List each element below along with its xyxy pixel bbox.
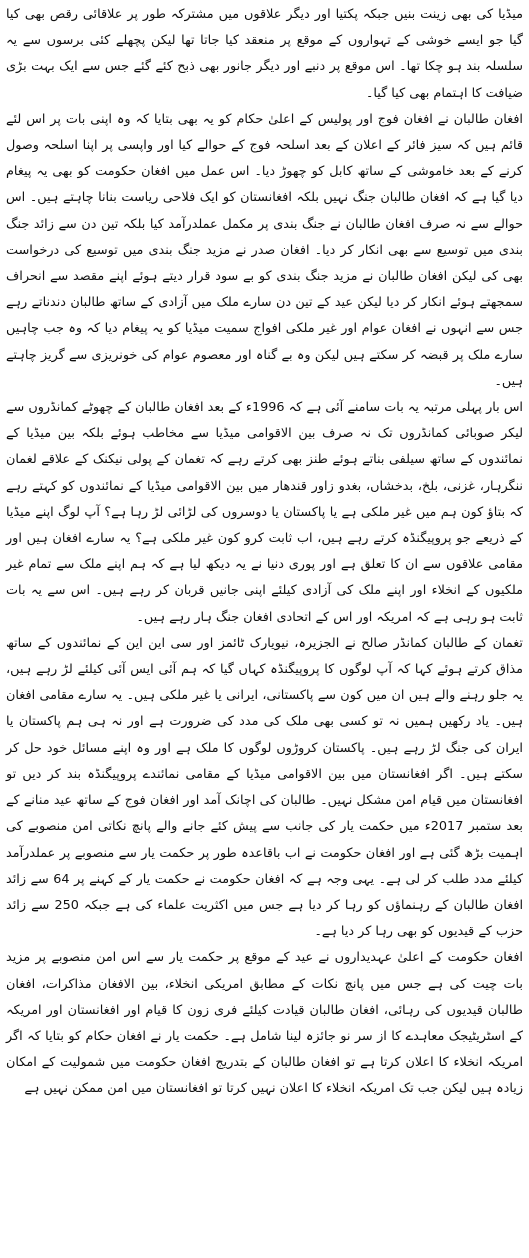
paragraph: اس بار پہلی مرتبہ یہ بات سامنے آئی ہے کہ 1996ء کے بعد افغان طالبان کے چھوٹے کمانڈروں سے لیکر صوبائی کمانڈروں تک نہ صرف بین الاقوامی میڈیا سے مخاطب ہوئے بلکہ بین میڈیا کے نمائندوں کے ساتھ سیلفی بناتے ہوئے طنز بھی کرتے رہے کہ تغمان کے پولی نیکنک کے علاقے لغمان ننگرہار، غزنی، بلخ، بدخشاں، بغدو زاور قندھار میں بین الاقوامی میڈیا کے نمائندوں کو کہتے رہے کہ بتاؤ کون ہم میں غیر ملکی ہے یا پاکستان یا دوسروں کی لڑائی لڑ رہا ہے؟ آپ لوگ اپنے میڈیا کے ذریعے جو پروپیگنڈہ کرتے رہے ہیں، اب ثابت کرو کون غیر ملکی ہے؟ یہ سارے افغان ہیں اور مقامی علاقوں سے ان کا تعلق ہے اور پوری دنیا نے یہ دیکھ لیا ہے کہ ہم اپنے ملک سے تمام غیر ملکیوں کے انخلاء اور اپنے ملک کی آزادی کیلئے اپنی جانیں قربان کر رہے ہیں۔ اس سے یہ بات ثابت ہو رہی ہے کہ امریکہ اور اس کے اتحادی افغان جنگ ہار رہے ہیں۔: [6, 400, 524, 625]
paragraph: میڈیا کی بھی زینت بنیں جبکہ پکتیا اور دیگر علاقوں میں مشترکہ طور پر علاقائی رقص بھی کیا گیا جو ایسے خوشی کے تہواروں کے موقع پر منعقد کیا جاتا تھا لیکن پچھلے کئی برسوں سے یہ سلسلہ بند ہو چکا تھا۔ اس موقع پر دنبے اور دیگر جانور بھی ذبح کئے گئے جس سے ایک بہت بڑی ضیافت کا اہتمام بھی کیا گیا۔: [6, 7, 523, 101]
paragraph: تغمان کے طالبان کمانڈر صالح نے الجزیرہ، نیویارک ٹائمز اور سی این این کے نمائندوں کے ساتھ مذاق کرتے ہوئے کہا کہ آپ لوگوں کا پروپیگنڈہ کہاں گیا کہ ہم آئی ایس آئی کیلئے لڑ رہے ہیں، یہ جلو رہنے والے ہیں ان میں کون سے پاکستانی، ایرانی یا غیر ملکی ہیں۔ یہ سارے مقامی افغان ہیں۔ یاد رکھیں ہمیں نہ تو کسی بھی ملک کی مدد کی ضرورت ہے اور نہ ہی ہم پاکستان یا ایران کی جنگ لڑ رہے ہیں۔ پاکستان کروڑوں لوگوں کا ملک ہے اور وہ اپنے مسائل خود حل کر سکتے ہیں۔ اگر افغانستان میں بین الاقوامی میڈیا کے مقامی نمائندے پروپیگنڈہ بند کر دیں تو افغانستان میں قیام امن مشکل نہیں۔ طالبان کی اچانک آمد اور افغان فوج کے ساتھ عید منانے کے بعد ستمبر 2017ء میں حکمت یار کی جانب سے پیش کئے جانے والے پانچ نکاتی امن منصوبے کی اہمیت بڑھ گئی ہے اور افغان حکومت نے اب باقاعدہ طور پر حکمت یار سے منصوبے پر عملدرآمد کیلئے مدد طلب کر لی ہے۔ یہی وجہ ہے کہ افغان حکومت نے حکمت یار کے کہنے پر 64 سے زائد افغان طالبان کے رہنماؤں کو رہا کر دیا ہے جس میں اکثریت علماء کی ہے جبکہ 250 سے زائد حزب کے قیدیوں کو بھی رہا کر دیا ہے۔: [6, 635, 523, 940]
paragraph: افغان حکومت کے اعلیٰ عہدیداروں نے عید کے موقع پر حکمت یار سے اس امن منصوبے پر مزید بات چیت کی ہے جس میں پانچ نکات کے مطابق امریکی انخلاء، بین الافغان مذاکرات، افغان طالبان قیدیوں کی رہائی، افغان طالبان قیادت کیلئے فری زون کا قیام اور افغانستان اور امریکہ کے اسٹریٹیجک معاہدے کا از سر نو جائزہ لینا شامل ہے۔ حکمت یار نے افغان حکام کو بتایا کہ اگر امریکہ انخلاء کا اعلان کرتا ہے تو افغان طالبان کے بتدریج افغان حکومت میں شمولیت کے امکان زیادہ ہیں لیکن جب تک امریکہ انخلاء کا اعلان نہیں کرتا تو افغانستان میں امن ممکن نہیں ہے: [6, 950, 523, 1097]
paragraph: افغان طالبان نے افغان فوج اور پولیس کے اعلیٰ حکام کو یہ بھی بتایا کہ وہ اپنی بات پر اس لئے قائم ہیں کہ سیز فائر کے اعلان کے بعد اسلحہ فوج کے حوالے کیا اور واپسی پر اپنا اسلحہ وصول کرنے کے بعد خاموشی کے ساتھ کابل کو چھوڑ دیا۔ اس عمل میں افغان حکومت کو بھی یہ پیغام دیا گیا ہے کہ افغان طالبان جنگ نہیں بلکہ افغانستان کو ایک فلاحی ریاست بنانا چاہتے ہیں۔ اس حوالے سے نہ صرف افغان طالبان نے جنگ بندی پر مکمل عملدرآمد کیا بلکہ تین دن سے زائد جنگ بندی میں توسیع سے بھی انکار کر دیا۔ افغان صدر نے مزید جنگ بندی میں توسیع کی درخواست بھی کی لیکن افغان طالبان نے مزید جنگ بندی کو بے سود قرار دیتے ہوئے اپنے مقصد سے انحراف سمجھتے ہوئے انکار کر دیا لیکن عید کے تین دن سارے ملک میں آزادی کے ساتھ طالبان دندناتے رہے جس سے انہوں نے افغان عوام اور غیر ملکی افواج سمیت میڈیا کو یہ پیغام دیا کہ وہ جب چاہیں سارے ملک پر قبضہ کر سکتے ہیں لیکن وہ بے گناہ اور معصوم عوام کی خونریزی سے گریز چاہتے ہیں۔: [6, 111, 523, 389]
